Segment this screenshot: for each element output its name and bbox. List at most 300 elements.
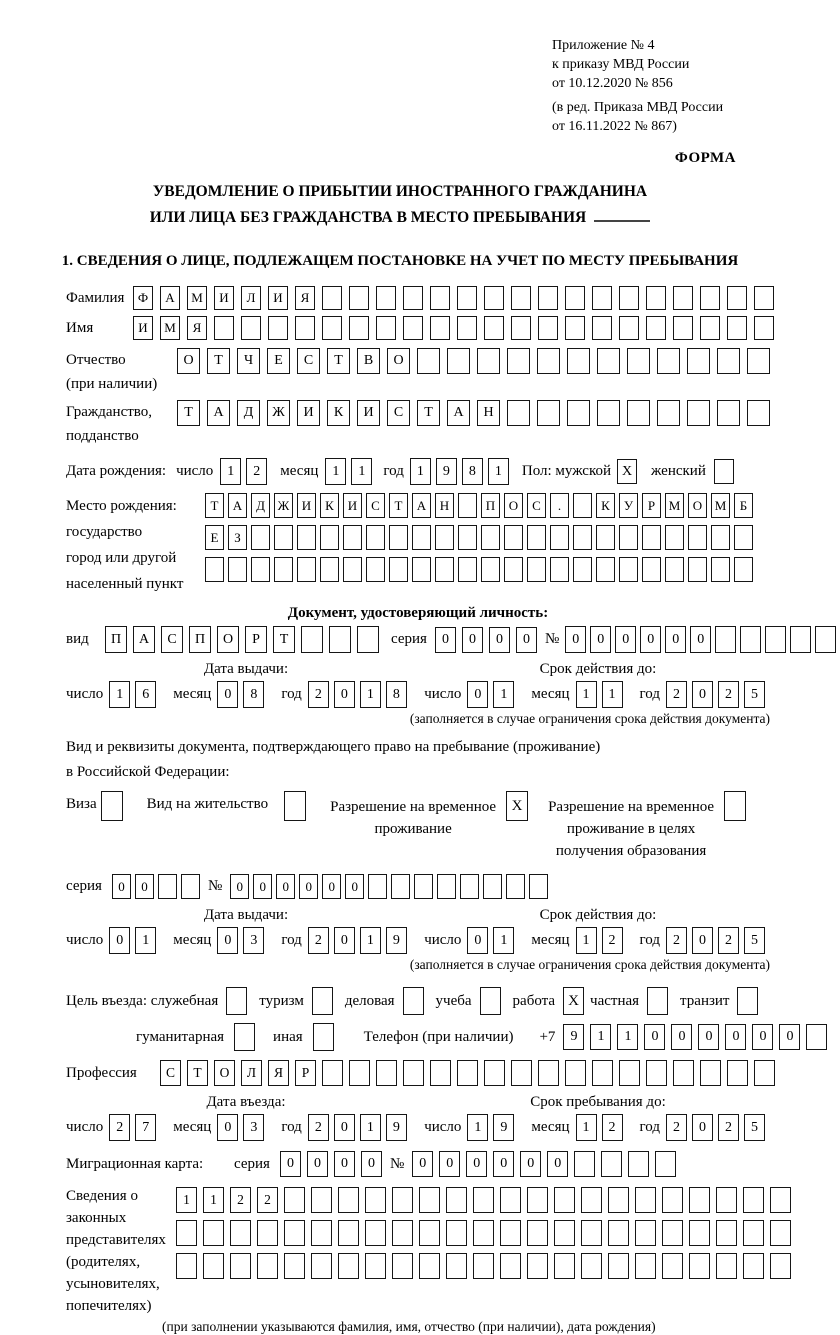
phone-boxes[interactable]: [563, 1024, 833, 1050]
char-box[interactable]: 0: [299, 874, 318, 899]
char-box[interactable]: [665, 557, 684, 582]
char-box[interactable]: [435, 525, 454, 550]
char-box[interactable]: 2: [602, 1114, 623, 1141]
char-box[interactable]: Я: [268, 1060, 289, 1086]
char-box[interactable]: [312, 987, 333, 1015]
char-box[interactable]: [457, 1060, 478, 1086]
char-box[interactable]: 1: [590, 1024, 611, 1050]
char-box[interactable]: 0: [334, 927, 355, 954]
char-box[interactable]: 1: [493, 681, 514, 708]
doc-type-boxes[interactable]: [105, 626, 385, 653]
char-box[interactable]: 1: [488, 458, 509, 485]
char-box[interactable]: [743, 1220, 764, 1246]
char-box[interactable]: Ж: [267, 400, 290, 426]
char-box[interactable]: 0: [345, 874, 364, 899]
doc-issue-month-boxes[interactable]: [217, 681, 269, 708]
char-box[interactable]: [815, 626, 836, 653]
char-box[interactable]: С: [527, 493, 546, 518]
char-box[interactable]: С: [297, 348, 320, 374]
char-box[interactable]: [596, 557, 615, 582]
char-box[interactable]: П: [481, 493, 500, 518]
char-box[interactable]: 1: [410, 458, 431, 485]
char-box[interactable]: 2: [308, 681, 329, 708]
doc-exp-day-boxes[interactable]: [467, 681, 519, 708]
char-box[interactable]: [500, 1220, 521, 1246]
char-box[interactable]: [635, 1220, 656, 1246]
char-box[interactable]: [473, 1253, 494, 1279]
char-box[interactable]: [158, 874, 177, 899]
char-box[interactable]: А: [133, 626, 155, 653]
char-box[interactable]: 0: [752, 1024, 773, 1050]
temp-edu-permit-checkbox[interactable]: [724, 791, 746, 821]
char-box[interactable]: [457, 316, 477, 340]
char-box[interactable]: Я: [295, 286, 315, 310]
char-box[interactable]: [747, 400, 770, 426]
char-box[interactable]: 0: [109, 927, 130, 954]
char-box[interactable]: С: [366, 493, 385, 518]
char-box[interactable]: 0: [467, 927, 488, 954]
char-box[interactable]: У: [619, 493, 638, 518]
char-box[interactable]: 1: [360, 681, 381, 708]
sex-male-checkbox[interactable]: [617, 459, 637, 484]
char-box[interactable]: 0: [334, 1114, 355, 1141]
char-box[interactable]: [391, 874, 410, 899]
char-box[interactable]: Т: [207, 348, 230, 374]
char-box[interactable]: 3: [243, 1114, 264, 1141]
char-box[interactable]: 1: [493, 927, 514, 954]
char-box[interactable]: 1: [360, 927, 381, 954]
char-box[interactable]: [320, 557, 339, 582]
char-box[interactable]: [483, 874, 502, 899]
char-box[interactable]: [689, 1187, 710, 1213]
char-box[interactable]: [592, 286, 612, 310]
char-box[interactable]: 1: [176, 1187, 197, 1213]
char-box[interactable]: 9: [386, 927, 407, 954]
char-box[interactable]: [596, 525, 615, 550]
char-box[interactable]: 9: [563, 1024, 584, 1050]
char-box[interactable]: 0: [615, 626, 636, 653]
char-box[interactable]: [389, 525, 408, 550]
temp-permit-checkbox[interactable]: [506, 791, 528, 821]
char-box[interactable]: Л: [241, 286, 261, 310]
char-box[interactable]: [504, 557, 523, 582]
char-box[interactable]: [646, 286, 666, 310]
char-box[interactable]: Н: [435, 493, 454, 518]
char-box[interactable]: П: [105, 626, 127, 653]
doc-issue-day-boxes[interactable]: [109, 681, 161, 708]
char-box[interactable]: [417, 348, 440, 374]
char-box[interactable]: [687, 400, 710, 426]
char-box[interactable]: [392, 1220, 413, 1246]
char-box[interactable]: [376, 286, 396, 310]
char-box[interactable]: 0: [439, 1151, 460, 1177]
char-box[interactable]: [412, 557, 431, 582]
char-box[interactable]: X: [617, 459, 637, 484]
visa-checkbox[interactable]: [101, 791, 123, 821]
char-box[interactable]: [608, 1253, 629, 1279]
char-box[interactable]: 0: [412, 1151, 433, 1177]
char-box[interactable]: [477, 348, 500, 374]
char-box[interactable]: 2: [666, 1114, 687, 1141]
char-box[interactable]: О: [387, 348, 410, 374]
char-box[interactable]: [608, 1187, 629, 1213]
char-box[interactable]: [473, 1187, 494, 1213]
char-box[interactable]: [343, 525, 362, 550]
birthplace-row1-boxes[interactable]: [205, 493, 757, 518]
char-box[interactable]: 1: [109, 681, 130, 708]
char-box[interactable]: [627, 348, 650, 374]
char-box[interactable]: [274, 525, 293, 550]
char-box[interactable]: 0: [462, 627, 483, 653]
char-box[interactable]: Т: [389, 493, 408, 518]
title-blank-underline[interactable]: [594, 206, 650, 222]
char-box[interactable]: [538, 1060, 559, 1086]
char-box[interactable]: [176, 1253, 197, 1279]
char-box[interactable]: 5: [744, 681, 765, 708]
char-box[interactable]: 1: [467, 1114, 488, 1141]
char-box[interactable]: [754, 1060, 775, 1086]
char-box[interactable]: [700, 286, 720, 310]
char-box[interactable]: [403, 316, 423, 340]
char-box[interactable]: [349, 316, 369, 340]
char-box[interactable]: [806, 1024, 827, 1050]
char-box[interactable]: [365, 1220, 386, 1246]
char-box[interactable]: [662, 1253, 683, 1279]
char-box[interactable]: [473, 1220, 494, 1246]
char-box[interactable]: [567, 348, 590, 374]
char-box[interactable]: [673, 286, 693, 310]
char-box[interactable]: К: [596, 493, 615, 518]
char-box[interactable]: [311, 1253, 332, 1279]
char-box[interactable]: [392, 1187, 413, 1213]
migcard-series-boxes[interactable]: [280, 1151, 388, 1177]
char-box[interactable]: [565, 316, 585, 340]
char-box[interactable]: [689, 1220, 710, 1246]
char-box[interactable]: 0: [230, 874, 249, 899]
purpose-transit-checkbox[interactable]: [737, 987, 758, 1015]
char-box[interactable]: 2: [666, 927, 687, 954]
char-box[interactable]: [257, 1253, 278, 1279]
permit-exp-year-boxes[interactable]: [666, 927, 770, 954]
char-box[interactable]: [646, 1060, 667, 1086]
char-box[interactable]: [481, 525, 500, 550]
stay-month-boxes[interactable]: [576, 1114, 628, 1141]
char-box[interactable]: [349, 286, 369, 310]
doc-exp-year-boxes[interactable]: [666, 681, 770, 708]
char-box[interactable]: [284, 1253, 305, 1279]
char-box[interactable]: Т: [205, 493, 224, 518]
char-box[interactable]: 0: [671, 1024, 692, 1050]
char-box[interactable]: 1: [351, 458, 372, 485]
char-box[interactable]: Д: [237, 400, 260, 426]
char-box[interactable]: [230, 1253, 251, 1279]
char-box[interactable]: 0: [217, 681, 238, 708]
char-box[interactable]: 2: [246, 458, 267, 485]
birthplace-row2-boxes[interactable]: [205, 525, 757, 550]
char-box[interactable]: [511, 316, 531, 340]
char-box[interactable]: 0: [135, 874, 154, 899]
doc-issue-year-boxes[interactable]: [308, 681, 412, 708]
char-box[interactable]: [724, 791, 746, 821]
representatives-row3-boxes[interactable]: [176, 1253, 797, 1279]
char-box[interactable]: [274, 557, 293, 582]
char-box[interactable]: [581, 1253, 602, 1279]
char-box[interactable]: [228, 557, 247, 582]
char-box[interactable]: [581, 1187, 602, 1213]
char-box[interactable]: Е: [267, 348, 290, 374]
char-box[interactable]: [619, 525, 638, 550]
char-box[interactable]: X: [563, 987, 584, 1015]
char-box[interactable]: 2: [109, 1114, 130, 1141]
char-box[interactable]: [700, 316, 720, 340]
char-box[interactable]: [430, 286, 450, 310]
char-box[interactable]: И: [268, 286, 288, 310]
char-box[interactable]: [527, 1253, 548, 1279]
char-box[interactable]: [504, 525, 523, 550]
char-box[interactable]: П: [189, 626, 211, 653]
char-box[interactable]: .: [550, 493, 569, 518]
char-box[interactable]: [657, 400, 680, 426]
permit-issue-month-boxes[interactable]: [217, 927, 269, 954]
char-box[interactable]: [628, 1151, 649, 1177]
char-box[interactable]: Ч: [237, 348, 260, 374]
char-box[interactable]: [550, 557, 569, 582]
char-box[interactable]: 9: [436, 458, 457, 485]
char-box[interactable]: [214, 316, 234, 340]
char-box[interactable]: [257, 1220, 278, 1246]
char-box[interactable]: 0: [112, 874, 131, 899]
char-box[interactable]: 0: [322, 874, 341, 899]
char-box[interactable]: 1: [220, 458, 241, 485]
char-box[interactable]: 2: [602, 927, 623, 954]
char-box[interactable]: [554, 1253, 575, 1279]
char-box[interactable]: [573, 525, 592, 550]
char-box[interactable]: [226, 987, 247, 1015]
char-box[interactable]: [458, 557, 477, 582]
doc-exp-month-boxes[interactable]: [576, 681, 628, 708]
char-box[interactable]: [597, 400, 620, 426]
char-box[interactable]: 1: [576, 1114, 597, 1141]
char-box[interactable]: [770, 1253, 791, 1279]
char-box[interactable]: О: [688, 493, 707, 518]
char-box[interactable]: 3: [243, 927, 264, 954]
char-box[interactable]: [747, 348, 770, 374]
char-box[interactable]: [689, 1253, 710, 1279]
char-box[interactable]: [241, 316, 261, 340]
char-box[interactable]: 0: [725, 1024, 746, 1050]
char-box[interactable]: [376, 1060, 397, 1086]
char-box[interactable]: [446, 1220, 467, 1246]
char-box[interactable]: [430, 316, 450, 340]
char-box[interactable]: 0: [280, 1151, 301, 1177]
char-box[interactable]: [646, 316, 666, 340]
char-box[interactable]: А: [160, 286, 180, 310]
char-box[interactable]: [435, 557, 454, 582]
char-box[interactable]: А: [228, 493, 247, 518]
permit-exp-day-boxes[interactable]: [467, 927, 519, 954]
char-box[interactable]: [507, 400, 530, 426]
char-box[interactable]: 5: [744, 927, 765, 954]
char-box[interactable]: [716, 1220, 737, 1246]
entry-year-boxes[interactable]: [308, 1114, 412, 1141]
char-box[interactable]: Т: [177, 400, 200, 426]
char-box[interactable]: [573, 493, 592, 518]
char-box[interactable]: [740, 626, 761, 653]
char-box[interactable]: [419, 1187, 440, 1213]
char-box[interactable]: [500, 1253, 521, 1279]
char-box[interactable]: [657, 348, 680, 374]
representatives-row2-boxes[interactable]: [176, 1220, 797, 1246]
char-box[interactable]: [737, 987, 758, 1015]
char-box[interactable]: [414, 874, 433, 899]
char-box[interactable]: 1: [135, 927, 156, 954]
char-box[interactable]: 0: [307, 1151, 328, 1177]
char-box[interactable]: 0: [253, 874, 272, 899]
char-box[interactable]: [484, 1060, 505, 1086]
char-box[interactable]: [565, 1060, 586, 1086]
char-box[interactable]: [601, 1151, 622, 1177]
char-box[interactable]: [619, 557, 638, 582]
char-box[interactable]: [419, 1253, 440, 1279]
char-box[interactable]: 0: [466, 1151, 487, 1177]
stay-day-boxes[interactable]: [467, 1114, 519, 1141]
char-box[interactable]: [635, 1187, 656, 1213]
char-box[interactable]: 0: [489, 627, 510, 653]
purpose-business-checkbox[interactable]: [403, 987, 424, 1015]
char-box[interactable]: [368, 874, 387, 899]
char-box[interactable]: [619, 1060, 640, 1086]
char-box[interactable]: [403, 987, 424, 1015]
char-box[interactable]: [700, 1060, 721, 1086]
char-box[interactable]: [507, 348, 530, 374]
char-box[interactable]: [711, 557, 730, 582]
char-box[interactable]: Т: [273, 626, 295, 653]
purpose-study-checkbox[interactable]: [480, 987, 501, 1015]
birth-year-boxes[interactable]: [410, 458, 514, 485]
patronymic-boxes[interactable]: [177, 348, 777, 374]
char-box[interactable]: [251, 557, 270, 582]
char-box[interactable]: [754, 316, 774, 340]
char-box[interactable]: [627, 400, 650, 426]
char-box[interactable]: 1: [203, 1187, 224, 1213]
birth-month-boxes[interactable]: [325, 458, 377, 485]
char-box[interactable]: 2: [718, 1114, 739, 1141]
char-box[interactable]: [574, 1151, 595, 1177]
char-box[interactable]: [715, 626, 736, 653]
char-box[interactable]: М: [160, 316, 180, 340]
sex-female-checkbox[interactable]: [714, 459, 734, 484]
char-box[interactable]: [527, 1220, 548, 1246]
char-box[interactable]: [597, 348, 620, 374]
char-box[interactable]: 0: [520, 1151, 541, 1177]
char-box[interactable]: [366, 525, 385, 550]
char-box[interactable]: 0: [690, 626, 711, 653]
char-box[interactable]: [460, 874, 479, 899]
char-box[interactable]: [480, 987, 501, 1015]
char-box[interactable]: 0: [590, 626, 611, 653]
permit-number-boxes[interactable]: [230, 874, 552, 899]
purpose-humanitarian-checkbox[interactable]: [234, 1023, 255, 1051]
char-box[interactable]: [297, 557, 316, 582]
char-box[interactable]: 7: [135, 1114, 156, 1141]
citizenship-boxes[interactable]: [177, 400, 777, 426]
char-box[interactable]: [573, 557, 592, 582]
char-box[interactable]: [550, 525, 569, 550]
char-box[interactable]: 9: [493, 1114, 514, 1141]
char-box[interactable]: 0: [516, 627, 537, 653]
char-box[interactable]: [437, 874, 456, 899]
char-box[interactable]: [446, 1187, 467, 1213]
char-box[interactable]: Н: [477, 400, 500, 426]
char-box[interactable]: [251, 525, 270, 550]
char-box[interactable]: 0: [565, 626, 586, 653]
char-box[interactable]: [734, 525, 753, 550]
char-box[interactable]: М: [187, 286, 207, 310]
permit-series-boxes[interactable]: [112, 874, 204, 899]
char-box[interactable]: О: [177, 348, 200, 374]
char-box[interactable]: [527, 1187, 548, 1213]
name-boxes[interactable]: [133, 316, 781, 340]
char-box[interactable]: [554, 1220, 575, 1246]
char-box[interactable]: 2: [666, 681, 687, 708]
char-box[interactable]: [392, 1253, 413, 1279]
char-box[interactable]: 0: [692, 1114, 713, 1141]
char-box[interactable]: [349, 1060, 370, 1086]
char-box[interactable]: [366, 557, 385, 582]
char-box[interactable]: 2: [718, 681, 739, 708]
char-box[interactable]: [727, 1060, 748, 1086]
char-box[interactable]: 0: [276, 874, 295, 899]
char-box[interactable]: [655, 1151, 676, 1177]
char-box[interactable]: М: [665, 493, 684, 518]
representatives-row1-boxes[interactable]: [176, 1187, 797, 1213]
char-box[interactable]: 0: [547, 1151, 568, 1177]
char-box[interactable]: 2: [257, 1187, 278, 1213]
char-box[interactable]: [790, 626, 811, 653]
residence-permit-checkbox[interactable]: [284, 791, 306, 821]
char-box[interactable]: З: [228, 525, 247, 550]
char-box[interactable]: [716, 1187, 737, 1213]
char-box[interactable]: И: [133, 316, 153, 340]
purpose-private-checkbox[interactable]: [647, 987, 668, 1015]
char-box[interactable]: Ф: [133, 286, 153, 310]
char-box[interactable]: [338, 1220, 359, 1246]
char-box[interactable]: Я: [187, 316, 207, 340]
char-box[interactable]: [765, 626, 786, 653]
migcard-number-boxes[interactable]: [412, 1151, 682, 1177]
char-box[interactable]: [446, 1253, 467, 1279]
char-box[interactable]: [311, 1187, 332, 1213]
char-box[interactable]: Б: [734, 493, 753, 518]
char-box[interactable]: 2: [308, 1114, 329, 1141]
char-box[interactable]: [506, 874, 525, 899]
char-box[interactable]: 8: [386, 681, 407, 708]
char-box[interactable]: [665, 525, 684, 550]
char-box[interactable]: [322, 316, 342, 340]
char-box[interactable]: [284, 791, 306, 821]
char-box[interactable]: 1: [576, 681, 597, 708]
char-box[interactable]: [311, 1220, 332, 1246]
char-box[interactable]: К: [320, 493, 339, 518]
char-box[interactable]: О: [214, 1060, 235, 1086]
char-box[interactable]: [500, 1187, 521, 1213]
char-box[interactable]: [484, 316, 504, 340]
char-box[interactable]: 2: [308, 927, 329, 954]
char-box[interactable]: 0: [665, 626, 686, 653]
char-box[interactable]: [673, 1060, 694, 1086]
char-box[interactable]: 0: [361, 1151, 382, 1177]
char-box[interactable]: [329, 626, 351, 653]
